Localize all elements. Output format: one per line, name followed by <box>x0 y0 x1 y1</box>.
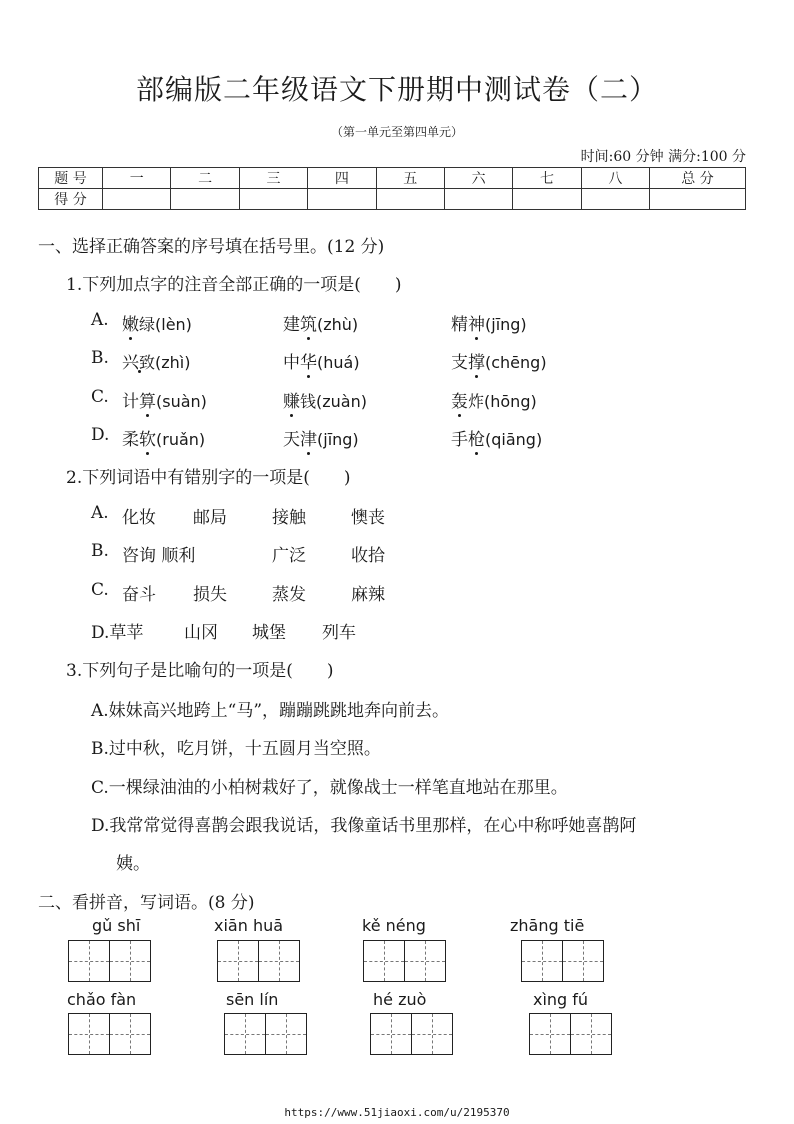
score-cell: 二 <box>171 168 239 189</box>
char: 建 <box>283 315 300 335</box>
pinyin-label: chǎo fàn <box>67 990 137 1009</box>
q2-option-c-word: 奋斗 <box>122 585 156 605</box>
writing-cell[interactable] <box>265 1013 307 1055</box>
writing-cell[interactable] <box>109 940 151 982</box>
score-cell: 得 分 <box>39 189 103 210</box>
q1-option-a-word2 <box>283 310 358 335</box>
char-pinyin: (chēng) <box>485 353 547 372</box>
q2-option-c-word: 损失 <box>193 585 227 605</box>
q3-option-c: C.一棵绿油油的小柏树栽好了，就像战士一样笔直地站在那里。 <box>91 778 568 798</box>
char: 手 <box>451 430 468 450</box>
char: 天 <box>283 430 300 450</box>
section1-heading: 一、选择正确答案的序号填在括号里。(12 分) <box>38 237 385 257</box>
score-cell: 三 <box>239 168 307 189</box>
q3-option-d: D.我常常觉得喜鹊会跟我说话，我像童话书里那样，在心中称呼她喜鹊阿 <box>91 816 637 836</box>
writing-cell[interactable] <box>363 940 405 982</box>
q2-option-d-word: 列车 <box>322 623 356 643</box>
q3-option-b: B.过中秋，吃月饼，十五圆月当空照。 <box>91 739 381 759</box>
score-cell: 七 <box>513 168 581 189</box>
footer-url: https://www.51jiaoxi.com/u/2195370 <box>284 1106 510 1119</box>
score-cell: 八 <box>581 168 649 189</box>
char: 精 <box>451 315 468 335</box>
writing-cell[interactable] <box>529 1013 571 1055</box>
dotted-char: 算 <box>139 387 156 412</box>
q1-option-c-word3 <box>451 387 537 412</box>
q2-option-a-word: 邮局 <box>193 508 227 528</box>
dotted-char: 津 <box>300 425 317 450</box>
dotted-char: 撑 <box>468 348 485 373</box>
pinyin-label: sēn lín <box>226 990 279 1009</box>
q1-option-c-word2 <box>283 387 367 412</box>
score-cell: 五 <box>376 168 444 189</box>
char-pinyin: (ruǎn) <box>156 430 206 449</box>
q1-option-b-word2 <box>283 348 360 373</box>
writing-cell[interactable] <box>411 1013 453 1055</box>
dotted-char: 华 <box>300 348 317 373</box>
q2-option-a-word: 化妆 <box>122 508 156 528</box>
char: 柔 <box>122 430 139 450</box>
q2-stem: 2.下列词语中有错别字的一项是( ) <box>66 468 351 488</box>
dotted-char: 轰 <box>451 387 468 412</box>
char-pinyin: (qiāng) <box>485 430 543 449</box>
char-pinyin: (suàn) <box>156 392 207 411</box>
page-title: 部编版二年级语文下册期中测试卷（二） <box>135 73 658 106</box>
score-cell: 一 <box>103 168 171 189</box>
score-blank[interactable] <box>581 189 649 210</box>
pinyin-label: hé zuò <box>373 990 427 1009</box>
q2-option-c-word: 麻辣 <box>351 585 385 605</box>
writing-grid[interactable] <box>217 940 298 982</box>
writing-cell[interactable] <box>370 1013 412 1055</box>
q2-option-c-label: C. <box>91 580 109 600</box>
q2-option-d-word: 山冈 <box>184 623 218 643</box>
writing-cell[interactable] <box>562 940 604 982</box>
q2-option-b-word: 广泛 <box>272 546 306 566</box>
score-blank[interactable] <box>103 189 171 210</box>
char-pinyin: (zhù) <box>317 315 359 334</box>
q1-option-d-word3 <box>451 425 542 450</box>
q2-option-b-label: B. <box>91 541 109 561</box>
writing-grid[interactable] <box>68 940 149 982</box>
dotted-char: 枪 <box>468 425 485 450</box>
q1-option-d-word2 <box>283 425 359 450</box>
char-pinyin: 钱(zuàn) <box>300 392 367 411</box>
pinyin-label: kě néng <box>362 916 426 935</box>
writing-grid[interactable] <box>370 1013 451 1055</box>
score-blank[interactable] <box>376 189 444 210</box>
dotted-char: 神 <box>468 310 485 335</box>
writing-cell[interactable] <box>68 1013 110 1055</box>
q1-option-d-word1 <box>122 425 205 450</box>
q2-option-a-word: 懊丧 <box>351 508 385 528</box>
dotted-char: 软 <box>139 425 156 450</box>
writing-grid[interactable] <box>224 1013 305 1055</box>
writing-grid[interactable] <box>68 1013 149 1055</box>
writing-grid[interactable] <box>363 940 444 982</box>
char-pinyin: 炸(hōng) <box>468 392 537 411</box>
q2-option-b-word: 收拾 <box>351 546 385 566</box>
score-blank[interactable] <box>308 189 376 210</box>
writing-cell[interactable] <box>224 1013 266 1055</box>
q1-option-a-word3 <box>451 310 527 335</box>
score-cell: 题 号 <box>39 168 103 189</box>
score-table <box>38 167 746 210</box>
q1-option-b-word3 <box>451 348 547 373</box>
char: 支 <box>451 353 468 373</box>
q2-option-d-word: D.草苹 <box>91 623 144 643</box>
score-blank[interactable] <box>171 189 239 210</box>
dotted-char: 筑 <box>300 310 317 335</box>
score-blank[interactable] <box>239 189 307 210</box>
char-pinyin: 致(zhì) <box>139 353 191 372</box>
q3-option-d-cont: 姨。 <box>116 854 150 874</box>
dotted-char: 嫩 <box>122 310 139 335</box>
writing-cell[interactable] <box>570 1013 612 1055</box>
q1-option-b-label: B. <box>91 348 109 368</box>
score-blank[interactable] <box>444 189 512 210</box>
q2-option-d-word: 城堡 <box>252 623 286 643</box>
writing-grid[interactable] <box>521 940 602 982</box>
score-cell: 总 分 <box>650 168 746 189</box>
char: 兴 <box>122 353 139 373</box>
section2-heading: 二、看拼音，写词语。(8 分) <box>38 893 255 913</box>
char: 计 <box>122 392 139 412</box>
char-pinyin: 绿(lèn) <box>139 315 192 334</box>
writing-grid[interactable] <box>529 1013 610 1055</box>
score-blank[interactable] <box>650 189 746 210</box>
writing-cell[interactable] <box>404 940 446 982</box>
q1-option-a-word1 <box>122 310 192 335</box>
score-table-header-row <box>39 168 746 189</box>
char-pinyin: (huá) <box>317 353 360 372</box>
pinyin-label: xiān huā <box>214 916 284 935</box>
writing-cell[interactable] <box>68 940 110 982</box>
char-pinyin: (jīng) <box>485 315 527 334</box>
q2-option-a-word: 接触 <box>272 508 306 528</box>
q1-option-d-label: D. <box>91 425 110 445</box>
q1-option-a-label: A. <box>91 310 109 330</box>
score-table-score-row <box>39 189 746 210</box>
q2-option-b-word: 咨询 顺利 <box>122 546 196 566</box>
writing-cell[interactable] <box>217 940 259 982</box>
q3-option-a: A.妹妹高兴地跨上“马”，蹦蹦跳跳地奔向前去。 <box>91 701 450 721</box>
pinyin-label: zhāng tiē <box>510 916 585 935</box>
q2-option-c-word: 蒸发 <box>272 585 306 605</box>
q1-option-b-word1 <box>122 348 190 373</box>
q1-stem: 1.下列加点字的注音全部正确的一项是( ) <box>66 275 402 295</box>
char-pinyin: (jīng) <box>317 430 359 449</box>
q3-stem: 3.下列句子是比喻句的一项是( ) <box>66 661 334 681</box>
score-cell: 四 <box>308 168 376 189</box>
writing-cell[interactable] <box>109 1013 151 1055</box>
dotted-char: 赚 <box>283 387 300 412</box>
pinyin-label: xìng fú <box>533 990 589 1009</box>
q1-option-c-label: C. <box>91 387 109 407</box>
score-cell: 六 <box>444 168 512 189</box>
time-info: 时间:60 分钟 满分:100 分 <box>580 149 746 165</box>
writing-cell[interactable] <box>258 940 300 982</box>
q1-option-c-word1 <box>122 387 207 412</box>
pinyin-label: gǔ shī <box>92 916 141 935</box>
q2-option-a-label: A. <box>91 503 109 523</box>
writing-cell[interactable] <box>521 940 563 982</box>
page-subtitle: （第一单元至第四单元） <box>330 125 463 139</box>
score-blank[interactable] <box>513 189 581 210</box>
char: 中 <box>283 353 300 373</box>
